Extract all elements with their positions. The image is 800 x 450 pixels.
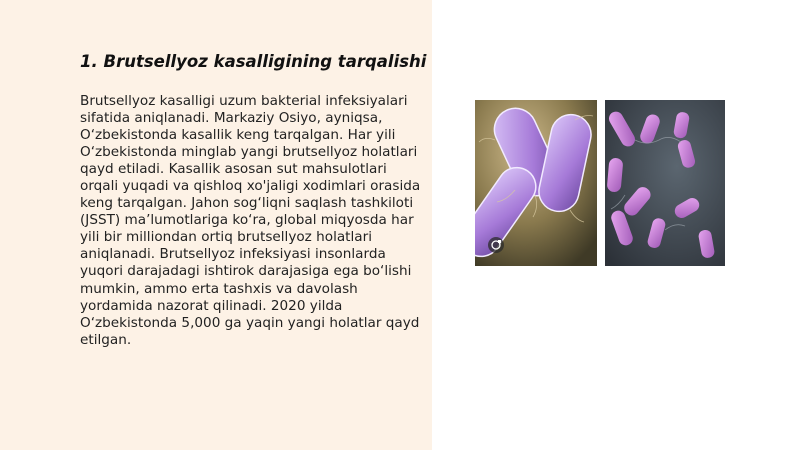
bacteria-micrograph [475, 100, 725, 266]
slide-title: 1. Brutsellyoz kasalligining tarqalishi [80, 52, 427, 71]
lens-icon[interactable] [488, 237, 504, 253]
slide-body-text: Brutsellyoz kasalligi uzum bakterial infeksiyalari sifatida aniqlanadi. Markaziy Osiyo, ayniqsa, O‘zbekistonda kasallik keng tarqalgan. Har yili O‘zbekistonda minglab yangi brutsellyoz holatlari qayd etiladi. Kasallik asosan sut mahsulotlari orqali yuqadi va qishloq xo'jaligi xodimlari orasida keng tarqalgan. Jahon sog‘liqni saqlash tashkiloti (JSST) ma’lumotlariga ko‘ra, global miqyosda har yili bir milliondan ortiq brutsellyoz holatlari aniqlanadi. Brutsellyoz infeksiyasi insonlarda yuqori darajadagi ishtirok darajasiga ega bo‘lishi mumkin, ammo erta tashxis va davolash yordamida nazorat qilinadi. 2020 yilda O‘zbekistonda 5,000 ga yaqin yangi holatlar qayd etilgan. [80, 93, 421, 348]
